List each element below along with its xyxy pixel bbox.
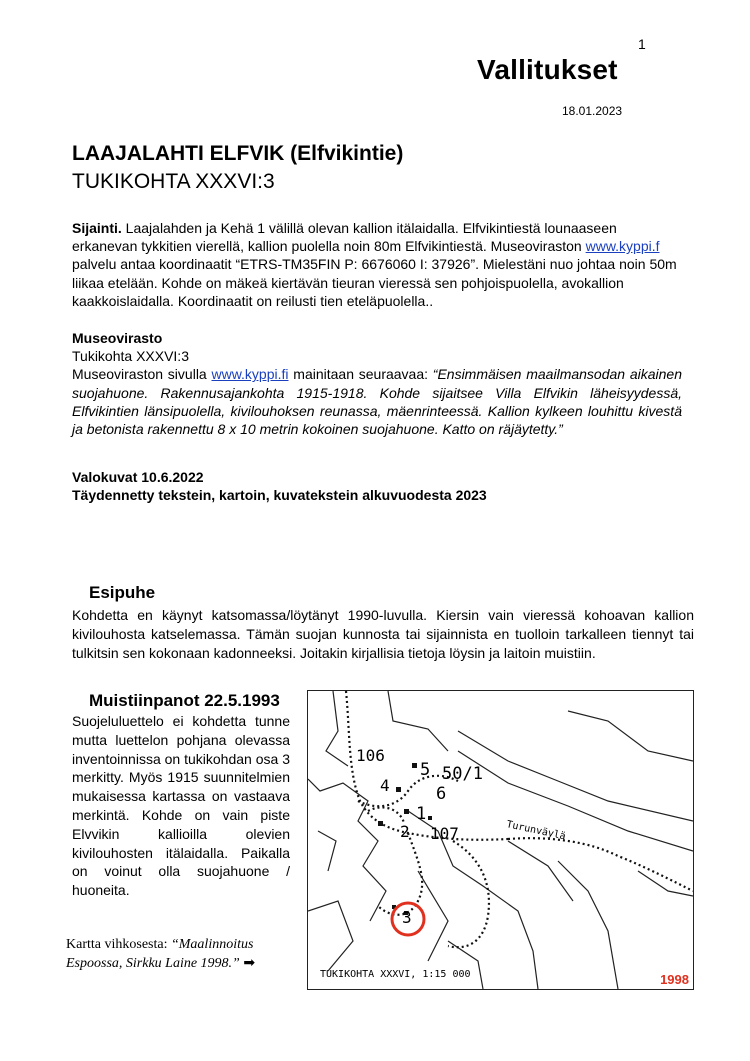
historic-map bbox=[307, 690, 694, 990]
map-label-1: 1 bbox=[416, 804, 427, 824]
map-label-road: Turunväylä bbox=[505, 819, 567, 843]
photos-info bbox=[72, 468, 487, 504]
location-text-1: Laajalahden ja Kehä 1 välillä olevan kallion itälaidalla. Elfvikintiestä lounaaseen erkanevan tykkitien vierellä, kallion puolella noin 80m Elfvikintiestä. Museoviraston bbox=[72, 220, 617, 255]
map-label-5: 5 bbox=[420, 760, 431, 780]
caption-source: “Maalinnoitus Espoossa, Sirkku Laine 1998.” bbox=[66, 937, 254, 971]
map-label-4: 4 bbox=[380, 776, 390, 795]
museovirasto-intro: Museoviraston sivulla bbox=[72, 366, 212, 383]
document-title: Vallitukset bbox=[477, 54, 618, 85]
kyppi-link[interactable]: www.kyppi.f bbox=[585, 238, 660, 255]
museovirasto-section bbox=[72, 329, 682, 438]
museovirasto-quote: “Ensimmäisen maailmansodan aikainen suojahuone. Rakennusajankohta 1915-1918. Kohde sijaitsee Villa Elfvikin läheisyydessä, Elfvikintien länsipuolella, kivilouhoksen reunassa, mäenrinteessä. Kallion kylkeen louhittu kivestä ja betonista rakennettu 8 x 10 metrin kokoinen suojahuone. Katto on räjäytetty.” bbox=[72, 366, 682, 438]
map-year: 1998 bbox=[660, 972, 689, 987]
preface-heading: Esipuhe bbox=[89, 583, 156, 602]
map-label-106: 106 bbox=[356, 746, 385, 765]
map-label-107: 107 bbox=[430, 824, 459, 843]
notes-heading: Muistiinpanot 22.5.1993 bbox=[89, 691, 280, 710]
kyppi-fi-link[interactable]: www.kyppi.fi bbox=[211, 366, 289, 383]
notes-text: Suojeluluettelo ei kohdetta tunne mutta luettelon pohjana olevassa inventoinnissa on tukikohdan osa 3 merkitty. Myös 1915 suunnitelmien mukaisessa kartassa on vastaava merkintä. Kohde on vain piste Elvvikin kallioilla olevien kivilouhosten itälaidalla. Paikalla on voinut olla suojahuone / huoneita. bbox=[72, 713, 290, 899]
museovirasto-heading: Museovirasto bbox=[72, 330, 163, 346]
map-label-50-1: 50/1 bbox=[442, 764, 483, 784]
location-paragraph bbox=[72, 219, 682, 310]
map-scale-label: TUKIKOHTA XXXVI, 1:15 000 bbox=[320, 969, 471, 980]
museovirasto-paragraph bbox=[72, 365, 682, 438]
arrow-right-icon: ➡ bbox=[243, 956, 256, 971]
location-label: Sijainti. bbox=[72, 220, 122, 236]
photos-date: Valokuvat 10.6.2022 bbox=[72, 469, 204, 485]
map-label-6: 6 bbox=[436, 784, 447, 804]
map-drawing bbox=[308, 691, 693, 989]
museovirasto-mid: mainitaan seuraavaa: bbox=[288, 366, 433, 383]
page-number: 1 bbox=[638, 36, 646, 52]
map-label-3: 3 bbox=[402, 908, 412, 927]
museovirasto-id: Tukikohta XXXVI:3 bbox=[72, 348, 189, 365]
map-caption bbox=[66, 935, 286, 973]
site-heading: LAAJALAHTI ELFVIK (Elfvikintie) bbox=[72, 142, 404, 165]
map-label-2: 2 bbox=[400, 822, 410, 841]
preface-text: Kohdetta en käynyt katsomassa/löytänyt 1990-luvulla. Kiersin vain vieressä kohoavan kallion kivilouhosta katselemassa. Tämän suojan kunnosta tai sijainnista en tuolloin tarkalleen tiennyt tai tulkitsin sen kokonaan kadonneeksi. Joitakin kirjallisia tietoja löysin ja laitoin muistiin. bbox=[72, 607, 694, 661]
site-subheading: TUKIKOHTA XXXVI:3 bbox=[72, 170, 275, 193]
location-text-2: palvelu antaa koordinaatit “ETRS-TM35FIN P: 6676060 I: 37926”. Mielestäni nuo johtaa noin 50m liikaa etelään. Kohde on mäkeä kiertävän tieuran vieressä sen pohjoispuolella, avokallion kaakkoislaidalla. Koordinaatit on reilusti tien eteläpuolella.. bbox=[72, 256, 677, 309]
caption-prefix: Kartta vihkosesta: bbox=[66, 937, 171, 952]
photos-update: Täydennetty tekstein, kartoin, kuvatekstein alkuvuodesta 2023 bbox=[72, 487, 487, 504]
document-date: 18.01.2023 bbox=[562, 104, 623, 118]
